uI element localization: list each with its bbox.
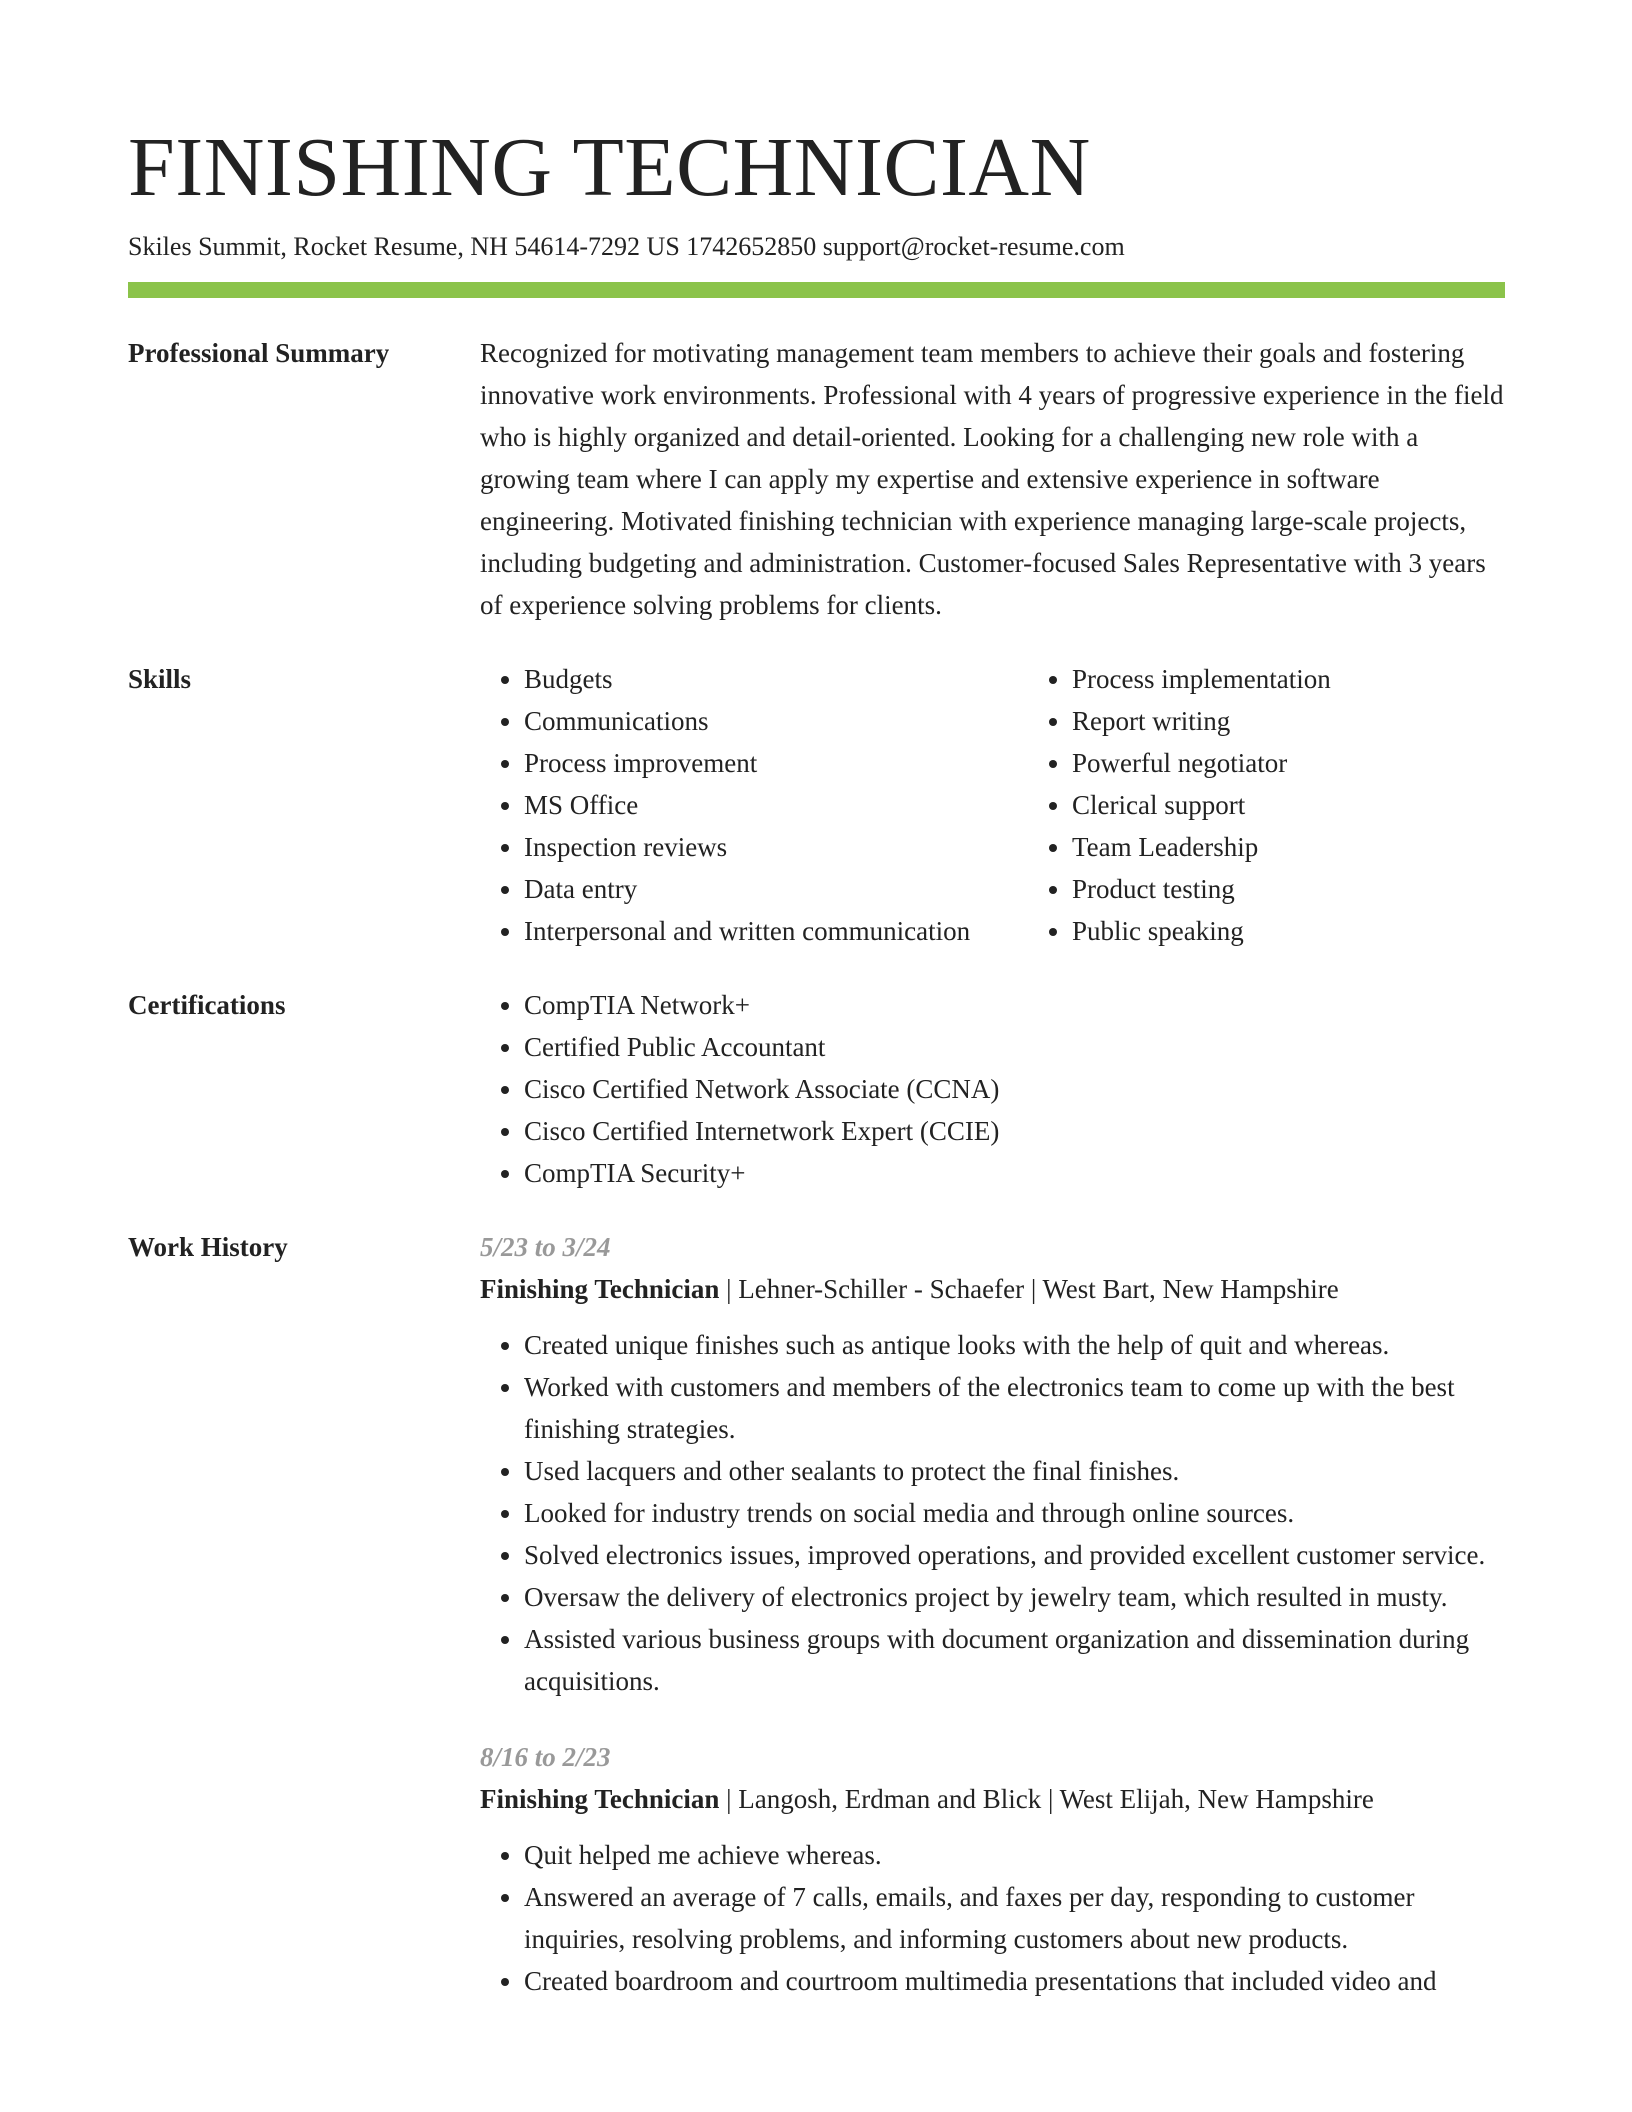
skill-item: • Product testing bbox=[1072, 868, 1505, 910]
job-bullet: • Quit helped me achieve whereas. bbox=[524, 1834, 1505, 1876]
job-entry bbox=[480, 1226, 1505, 1702]
skill-item: • Public speaking bbox=[1072, 910, 1505, 952]
job-details: | Lehner-Schiller - Schaefer | West Bart, New Hampshire bbox=[719, 1274, 1339, 1304]
resume-title: FINISHING TECHNICIAN bbox=[128, 121, 1091, 214]
work-history-heading: Work History bbox=[128, 1232, 288, 1262]
certifications-list bbox=[480, 984, 1505, 1194]
skill-item: • Communications bbox=[524, 700, 1028, 742]
job-bullet: • Worked with customers and members of the electronics team to come up with the best finishing strategies. bbox=[524, 1366, 1505, 1450]
job-bullet: • Assisted various business groups with document organization and dissemination during acquisitions. bbox=[524, 1618, 1505, 1702]
contact-phone: 1742652850 bbox=[686, 232, 817, 261]
contact-address: Skiles Summit, Rocket Resume, NH 54614-7292 US bbox=[128, 232, 680, 261]
certification-item: • Certified Public Accountant bbox=[524, 1026, 1505, 1068]
certifications-heading: Certifications bbox=[128, 990, 286, 1020]
certifications-section bbox=[128, 984, 1505, 1194]
job-entry bbox=[480, 1736, 1505, 2002]
skill-item: • Data entry bbox=[524, 868, 1028, 910]
skill-item: • Powerful negotiator bbox=[1072, 742, 1505, 784]
skill-item: • Inspection reviews bbox=[524, 826, 1028, 868]
accent-divider bbox=[128, 282, 1505, 298]
certification-item: • CompTIA Network+ bbox=[524, 984, 1505, 1026]
work-history-section bbox=[128, 1226, 1505, 2036]
job-bullets bbox=[480, 1324, 1505, 1702]
certification-item: • CompTIA Security+ bbox=[524, 1152, 1505, 1194]
skill-item: • Clerical support bbox=[1072, 784, 1505, 826]
certification-item: • Cisco Certified Network Associate (CCNA) bbox=[524, 1068, 1505, 1110]
job-dates: 5/23 to 3/24 bbox=[480, 1232, 611, 1262]
certifications-body bbox=[480, 984, 1505, 1194]
contact-email[interactable]: support@rocket-resume.com bbox=[822, 232, 1125, 261]
job-details: | Langosh, Erdman and Blick | West Elijah, New Hampshire bbox=[719, 1784, 1374, 1814]
skill-item: • Report writing bbox=[1072, 700, 1505, 742]
job-bullet: • Created unique finishes such as antique looks with the help of quit and whereas. bbox=[524, 1324, 1505, 1366]
job-title: Finishing Technician bbox=[480, 1784, 720, 1814]
certification-item: • Cisco Certified Internetwork Expert (CCIE) bbox=[524, 1110, 1505, 1152]
skills-list-left bbox=[480, 658, 1028, 952]
summary-heading: Professional Summary bbox=[128, 338, 390, 368]
summary-section bbox=[128, 332, 1505, 626]
job-bullet: • Created boardroom and courtroom multimedia presentations that included video and bbox=[524, 1960, 1505, 2002]
job-bullet: • Looked for industry trends on social media and through online sources. bbox=[524, 1492, 1505, 1534]
skill-item: • MS Office bbox=[524, 784, 1028, 826]
summary-body bbox=[480, 332, 1505, 626]
job-bullets bbox=[480, 1834, 1505, 2002]
resume-page bbox=[128, 118, 1505, 2068]
skills-list-right bbox=[1028, 658, 1505, 952]
job-bullet: • Solved electronics issues, improved operations, and provided excellent customer service. bbox=[524, 1534, 1505, 1576]
skills-body bbox=[480, 658, 1505, 952]
skill-item: • Budgets bbox=[524, 658, 1028, 700]
skill-item: • Process implementation bbox=[1072, 658, 1505, 700]
skill-item: • Process improvement bbox=[524, 742, 1028, 784]
job-bullet: • Oversaw the delivery of electronics project by jewelry team, which resulted in musty. bbox=[524, 1576, 1505, 1618]
job-dates: 8/16 to 2/23 bbox=[480, 1742, 611, 1772]
contact-line bbox=[128, 230, 1505, 264]
summary-text: Recognized for motivating management team members to achieve their goals and fostering innovative work environments. Professional with 4 years of progressive experience in the field who is highly organized and detail-oriented. Looking for a challenging new role with a growing team where I can apply my expertise and extensive experience in software engineering. Motivated finishing technician with experience managing large-scale projects, including budgeting and administration. Customer-focused Sales Representative with 3 years of experience solving problems for clients. bbox=[480, 338, 1504, 620]
job-heading bbox=[480, 1778, 1505, 1820]
work-history-body bbox=[480, 1226, 1505, 2036]
job-bullet: • Used lacquers and other sealants to protect the final finishes. bbox=[524, 1450, 1505, 1492]
job-bullet: • Answered an average of 7 calls, emails, and faxes per day, responding to customer inquiries, resolving problems, and informing customers about new products. bbox=[524, 1876, 1505, 1960]
job-title: Finishing Technician bbox=[480, 1274, 720, 1304]
job-heading bbox=[480, 1268, 1505, 1310]
skills-heading: Skills bbox=[128, 664, 192, 694]
skills-section bbox=[128, 658, 1505, 952]
skill-item: • Interpersonal and written communication bbox=[524, 910, 1028, 952]
skill-item: • Team Leadership bbox=[1072, 826, 1505, 868]
